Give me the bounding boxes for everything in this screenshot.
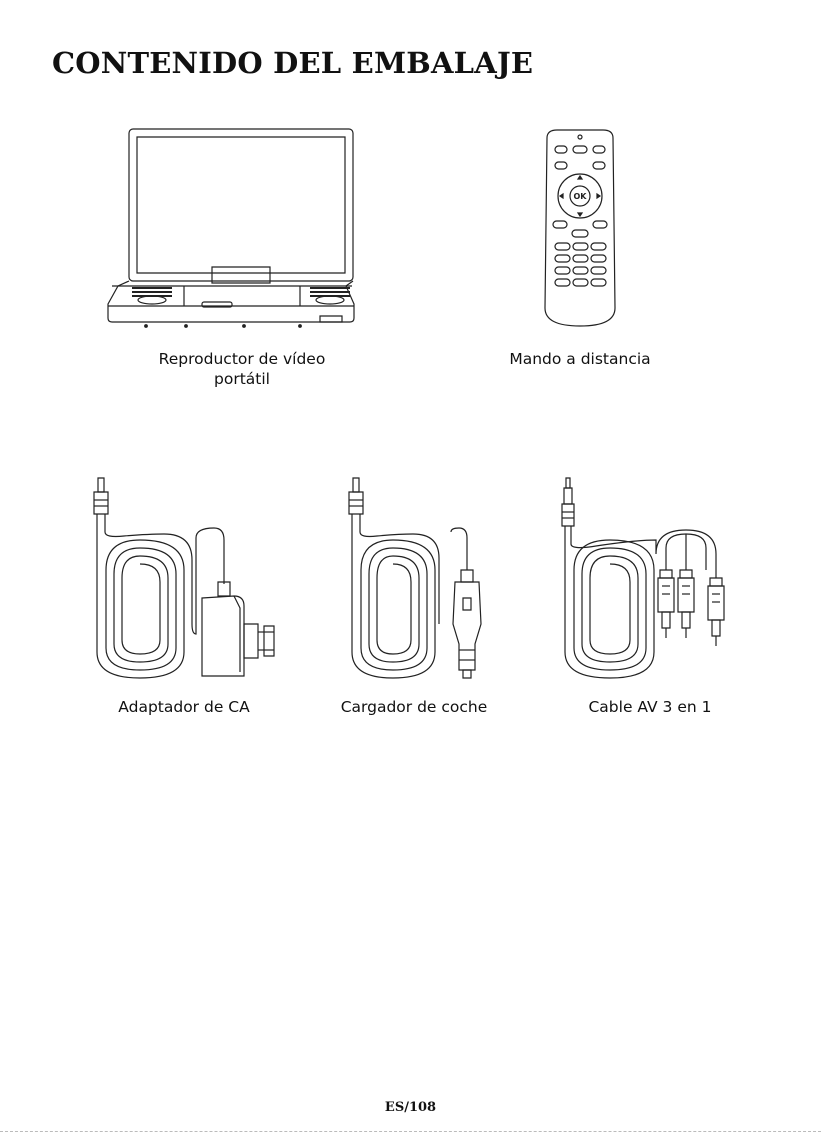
portable-dvd-player-icon — [104, 126, 360, 332]
player-caption — [132, 349, 352, 389]
av-cable-caption: Cable AV 3 en 1 — [588, 698, 712, 716]
bottom-divider — [0, 1131, 821, 1132]
page-number: ES/108 — [384, 1100, 437, 1115]
remote-ok-label: OK — [573, 192, 587, 201]
car-charger-caption: Cargador de coche — [340, 698, 488, 716]
ac-adapter-icon — [84, 474, 284, 684]
player-caption-line2: portátil — [214, 370, 270, 388]
page-title: CONTENIDO DEL EMBALAJE — [52, 46, 534, 80]
ac-adapter-caption: Adaptador de CA — [118, 698, 250, 716]
remote-caption: Mando a distancia — [509, 350, 651, 368]
av-cable-icon — [556, 474, 736, 684]
player-caption-line1: Reproductor de vídeo — [158, 350, 326, 368]
car-charger-icon — [339, 474, 499, 684]
remote-control-icon — [541, 128, 619, 328]
